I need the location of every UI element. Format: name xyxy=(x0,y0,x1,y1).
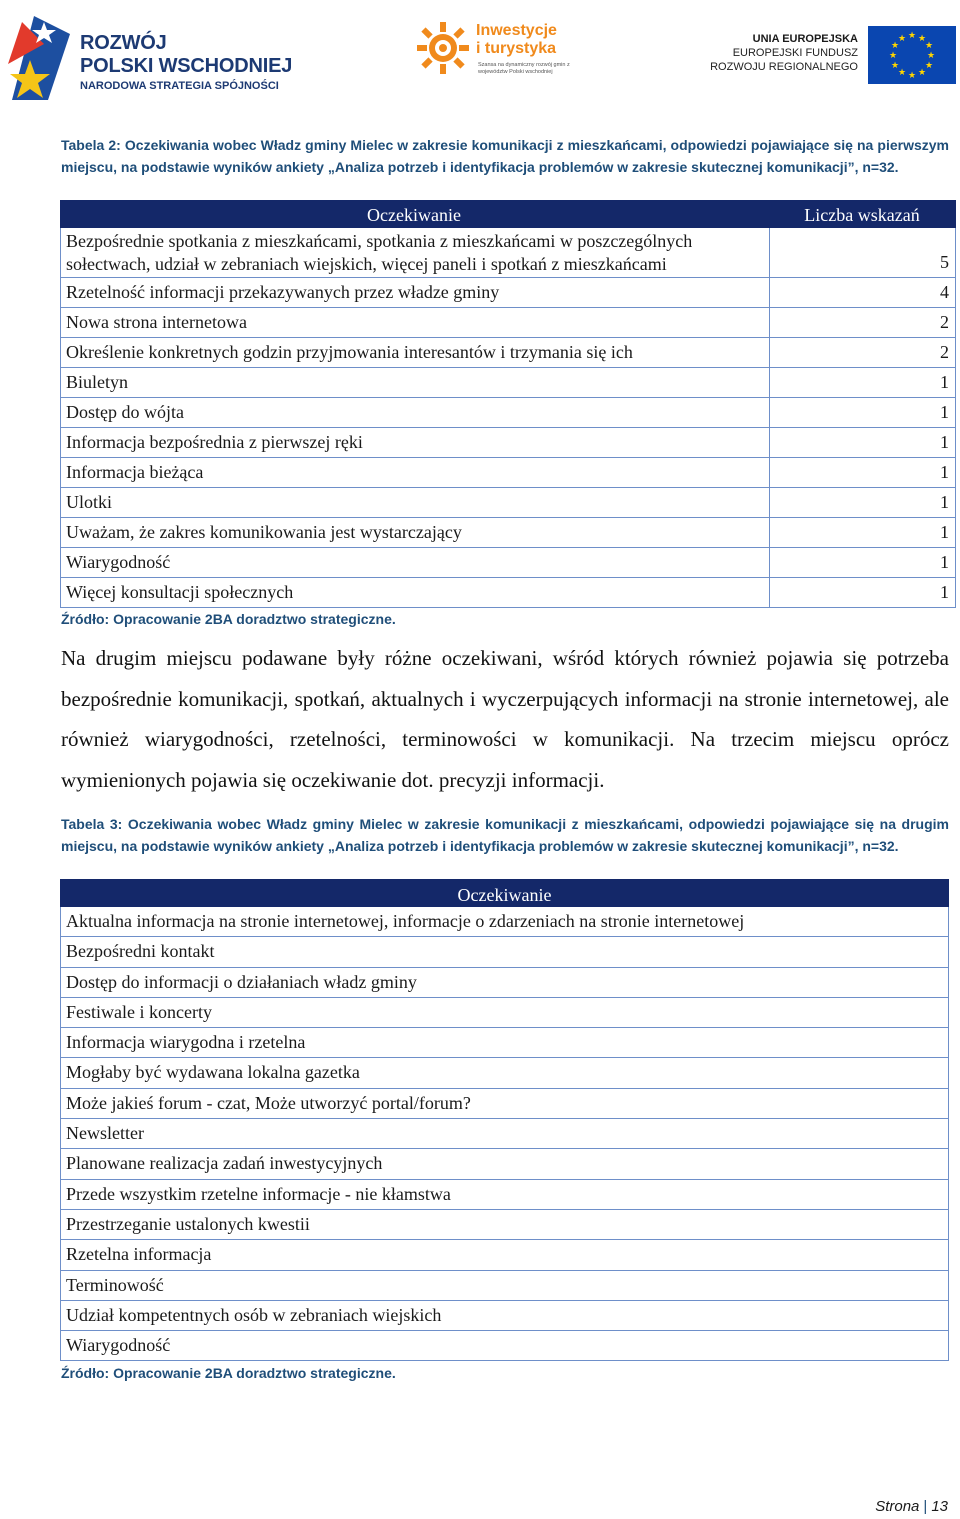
table-row: Wiarygodność xyxy=(60,1331,949,1361)
table-row xyxy=(60,398,956,428)
table2-cell-count: 4 xyxy=(940,282,949,302)
rozwoj-polski-wschodniej-logo xyxy=(4,10,304,100)
table-row xyxy=(60,428,956,458)
eu-flag-icon xyxy=(868,26,956,84)
table2-cell-label: Dostęp do wójta xyxy=(61,398,770,427)
iit-sun-emblem-icon xyxy=(416,20,470,76)
table2-header-row xyxy=(60,200,956,228)
table-row: Aktualna informacja na stronie internetowej, informacje o zdarzeniach na stronie internetowej xyxy=(60,907,949,937)
rpw-title-line1: ROZWÓJ xyxy=(80,32,167,54)
svg-text:★: ★ xyxy=(917,34,927,44)
table-row xyxy=(60,458,956,488)
table2-cell-label: Wiarygodność xyxy=(61,548,770,577)
table-row: Terminowość xyxy=(60,1271,949,1301)
iit-subtitle: Szansa na dynamiczny rozwój gmin z województw Polski wschodniej xyxy=(478,62,570,75)
table2-cell-count: 1 xyxy=(940,372,949,392)
table2-cell-count: 1 xyxy=(940,402,949,422)
table2-cell-count: 2 xyxy=(940,312,949,332)
table3-caption: Tabela 3: Oczekiwania wobec Władz gminy Mielec w zakresie komunikacji z mieszkańcami, odpowiedzi pojawiające się na drugim miejscu, na podstawie wyników ankiety „Analiza potrzeb i identyfikacja problemów w zakresie skutecznej komunikacji”, n=32. xyxy=(61,816,949,854)
rpw-title-line3: NARODOWA STRATEGIA SPÓJNOŚCI xyxy=(80,80,279,92)
footer-separator: | xyxy=(923,1498,928,1515)
table-row: Bezpośredni kontakt xyxy=(60,937,949,967)
ue-text-block xyxy=(708,32,858,74)
table2-source: Źródło: Opracowanie 2BA doradztwo strategiczne. xyxy=(61,611,396,627)
table-row: Przede wszystkim rzetelne informacje - nie kłamstwa xyxy=(60,1180,949,1210)
table2 xyxy=(60,200,956,608)
table2-cell-label: Informacja bieżąca xyxy=(61,458,770,487)
table2-cell-count: 1 xyxy=(940,522,949,542)
svg-text:★: ★ xyxy=(926,51,936,61)
table2-cell-count: 1 xyxy=(940,492,949,512)
table-row xyxy=(60,368,956,398)
table3 xyxy=(60,879,949,1361)
rpw-title-line2: POLSKI WSCHODNIEJ xyxy=(80,55,293,77)
table2-cell-count: 1 xyxy=(940,432,949,452)
table2-cell-count: 1 xyxy=(940,462,949,482)
page-number: 13 xyxy=(931,1498,948,1515)
svg-text:★: ★ xyxy=(890,41,900,51)
ue-line3: ROZWOJU REGIONALNEGO xyxy=(710,61,858,73)
page-header xyxy=(0,0,960,110)
table-row: Newsletter xyxy=(60,1119,949,1149)
svg-text:★: ★ xyxy=(907,71,917,81)
table2-cell-label: Biuletyn xyxy=(61,368,770,397)
svg-text:★: ★ xyxy=(888,51,898,61)
table-row: Festiwale i koncerty xyxy=(60,998,949,1028)
table2-cell-count: 1 xyxy=(940,582,949,602)
table2-cell-label: Rzetelność informacji przekazywanych przez władze gminy xyxy=(61,278,770,307)
svg-text:★: ★ xyxy=(924,61,934,71)
table2-cell-label: Uważam, że zakres komunikowania jest wystarczający xyxy=(61,518,770,547)
table2-cell-count: 1 xyxy=(940,552,949,572)
rpw-star-emblem-icon xyxy=(4,14,70,100)
footer-label: Strona xyxy=(875,1498,920,1515)
body-paragraph: Na drugim miejscu podawane były różne oczekiwani, wśród których również pojawia się potrzeba bezpośrednie komunikacji, spotkań, aktualnych i wyczerpujących informacji na stronie internetowej, ale również wiarygodności, rzetelności, terminowości w komunikacji. Na trzecim miejscu oprócz wymienionych pojawia się oczekiwanie dot. precyzji informacji. xyxy=(61,646,949,793)
table-row xyxy=(60,338,956,368)
iit-title-line2: i turystyka xyxy=(476,40,557,57)
table-row xyxy=(60,308,956,338)
table2-cell-count: 2 xyxy=(940,342,949,362)
page-footer xyxy=(875,1498,948,1515)
table2-cell-label: Informacja bezpośrednia z pierwszej ręki xyxy=(61,428,770,457)
table-row xyxy=(60,578,956,608)
svg-text:★: ★ xyxy=(897,34,907,44)
ue-line1: UNIA EUROPEJSKA xyxy=(752,33,858,45)
table3-source: Źródło: Opracowanie 2BA doradztwo strategiczne. xyxy=(61,1365,396,1381)
iit-title-line1: Inwestycje xyxy=(476,22,557,39)
table-row xyxy=(60,278,956,308)
table-row xyxy=(60,488,956,518)
table2-cell-count: 5 xyxy=(940,252,949,272)
table-row: Dostęp do informacji o działaniach władz gminy xyxy=(60,968,949,998)
table2-cell-label: Bezpośrednie spotkania z mieszkańcami, spotkania z mieszkańcami w poszczególnych sołectwach, udział w zebraniach wiejskich, więcej paneli i spotkań z mieszkańcami xyxy=(61,228,770,277)
table-row: Rzetelna informacja xyxy=(60,1240,949,1270)
table-row xyxy=(60,518,956,548)
table2-header-count: Liczba wskazań xyxy=(804,205,920,225)
table2-header-expectation: Oczekiwanie xyxy=(367,205,461,225)
table-row: Może jakieś forum - czat, Może utworzyć portal/forum? xyxy=(60,1089,949,1119)
table3-header-expectation: Oczekiwanie xyxy=(60,879,949,907)
table-row: Przestrzeganie ustalonych kwestii xyxy=(60,1210,949,1240)
table-row: Informacja wiarygodna i rzetelna xyxy=(60,1028,949,1058)
table2-cell-label: Nowa strona internetowa xyxy=(61,308,770,337)
svg-text:★: ★ xyxy=(924,41,934,51)
svg-text:★: ★ xyxy=(907,31,917,41)
table-row: Mogłaby być wydawana lokalna gazetka xyxy=(60,1058,949,1088)
table-row xyxy=(60,548,956,578)
table2-cell-label: Ulotki xyxy=(61,488,770,517)
ue-line2: EUROPEJSKI FUNDUSZ xyxy=(732,47,858,59)
svg-text:★: ★ xyxy=(897,68,907,78)
svg-text:★: ★ xyxy=(917,68,927,78)
svg-text:★: ★ xyxy=(890,61,900,71)
inwestycje-i-turystyka-logo xyxy=(416,20,586,82)
table-row: Planowane realizacja zadań inwestycyjnych xyxy=(60,1149,949,1179)
table-row xyxy=(60,228,956,278)
unia-europejska-logo xyxy=(708,26,958,86)
table2-cell-label: Określenie konkretnych godzin przyjmowania interesantów i trzymania się ich xyxy=(61,338,770,367)
table2-caption: Tabela 2: Oczekiwania wobec Władz gminy Mielec w zakresie komunikacji z mieszkańcami, odpowiedzi pojawiające się na pierwszym miejscu, na podstawie wyników ankiety „Analiza potrzeb i identyfikacja problemów w zakresie skutecznej komunikacji”, n=32. xyxy=(61,137,949,175)
table2-cell-label: Więcej konsultacji społecznych xyxy=(61,578,770,607)
table-row: Udział kompetentnych osób w zebraniach wiejskich xyxy=(60,1301,949,1331)
